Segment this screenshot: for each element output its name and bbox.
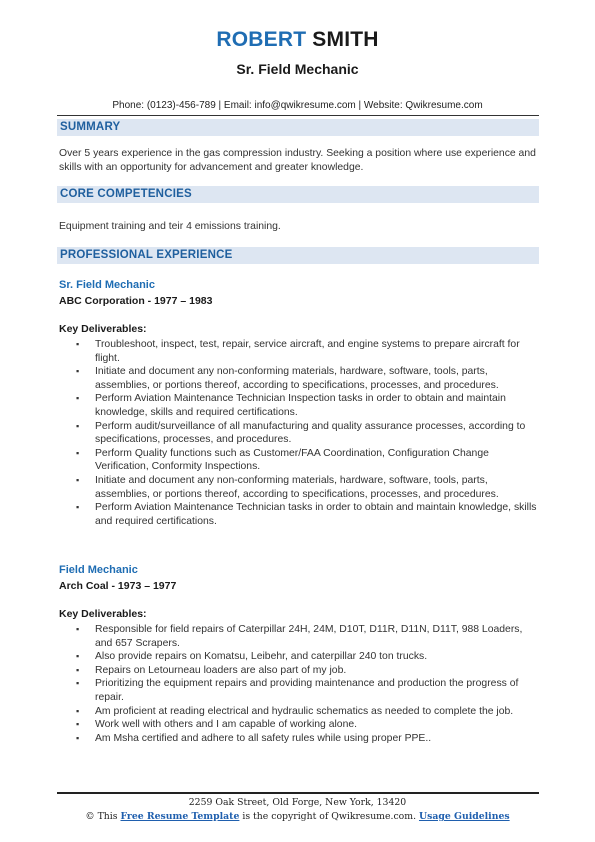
- key-deliverables-label-1: Key Deliverables:: [59, 323, 147, 335]
- key-deliverables-label-2: Key Deliverables:: [59, 608, 147, 620]
- list-item: ▪ Work well with others and I am capable of working alone.: [76, 718, 539, 732]
- header-divider: [57, 115, 539, 116]
- first-name: ROBERT: [216, 28, 307, 51]
- copyright-prefix: © This: [85, 811, 121, 822]
- list-item: ▪ Perform Aviation Maintenance Technician tasks in order to obtain and maintain knowledge, skills and required certifications.: [76, 501, 539, 528]
- list-item: ▪ Initiate and document any non-conforming materials, hardware, software, tools, parts, assemblies, or portions thereof, according to specifications, processes, and procedures.: [76, 474, 539, 501]
- list-item: ▪ Responsible for field repairs of Caterpillar 24H, 24M, D10T, D11R, D11N, D11T, 988 Loaders, and 657 Scrapers.: [76, 623, 539, 650]
- job-company-1: ABC Corporation - 1977 – 1983: [59, 295, 213, 307]
- list-item: ▪ Perform Quality functions such as Customer/FAA Coordination, Configuration Change Verification, Conformity Inspections.: [76, 447, 539, 474]
- usage-guidelines-link[interactable]: Usage Guidelines: [418, 811, 510, 822]
- section-core-competencies: [57, 186, 539, 203]
- section-heading: CORE COMPETENCIES: [60, 188, 192, 200]
- deliverables-list-2: [76, 623, 539, 745]
- list-item: ▪ Perform audit/surveillance of all manufacturing and quality assurance processes, according to specifications, processes, and procedures.: [76, 420, 539, 447]
- list-item: ▪ Also provide repairs on Komatsu, Leibehr, and caterpillar 240 ton trucks.: [76, 650, 539, 664]
- contact-line: Phone: (0123)-456-789 | Email: info@qwikresume.com | Website: Qwikresume.com: [112, 100, 483, 111]
- section-heading: PROFESSIONAL EXPERIENCE: [60, 249, 233, 261]
- section-summary: [57, 119, 539, 136]
- footer-divider: [57, 792, 539, 794]
- list-item: ▪ Troubleshoot, inspect, test, repair, service aircraft, and engine systems to prepare aircraft for flight.: [76, 338, 539, 365]
- list-item: ▪ Prioritizing the equipment repairs and providing maintenance and production the progress of repair.: [76, 677, 539, 704]
- free-resume-template-link[interactable]: Free Resume Template: [120, 811, 240, 822]
- competencies-text: Equipment training and teir 4 emissions training.: [59, 221, 281, 232]
- list-item: ▪ Initiate and document any non-conforming materials, hardware, software, tools, parts, assemblies, or portions thereof, according to specifications, processes, and procedures.: [76, 365, 539, 392]
- candidate-name: [0, 28, 595, 52]
- section-heading: SUMMARY: [60, 121, 121, 133]
- job-title-2: Field Mechanic: [59, 564, 138, 576]
- last-name: SMITH: [312, 28, 379, 51]
- list-item: ▪ Am Msha certified and adhere to all safety rules while using proper PPE..: [76, 732, 539, 746]
- footer-address: 2259 Oak Street, Old Forge, New York, 13420: [188, 797, 407, 808]
- list-item: ▪ Am proficient at reading electrical and hydraulic schematics as needed to complete the job.: [76, 705, 539, 719]
- list-item: ▪ Repairs on Letourneau loaders are also part of my job.: [76, 664, 539, 678]
- deliverables-list-1: [76, 338, 539, 528]
- job-title-1: Sr. Field Mechanic: [59, 279, 155, 291]
- job-title: Sr. Field Mechanic: [236, 61, 359, 77]
- section-professional-experience: [57, 247, 539, 264]
- footer-copyright: [0, 811, 595, 822]
- summary-text: Over 5 years experience in the gas compression industry. Seeking a position where use experience and skills with an opportunity for advancement and greater knowledge.: [59, 148, 536, 173]
- copyright-middle: is the copyright of Qwikresume.com.: [239, 811, 419, 822]
- job-company-2: Arch Coal - 1973 – 1977: [59, 580, 177, 592]
- list-item: ▪ Perform Aviation Maintenance Technician Inspection tasks in order to obtain and maintain knowledge, skills and required certifications.: [76, 392, 539, 419]
